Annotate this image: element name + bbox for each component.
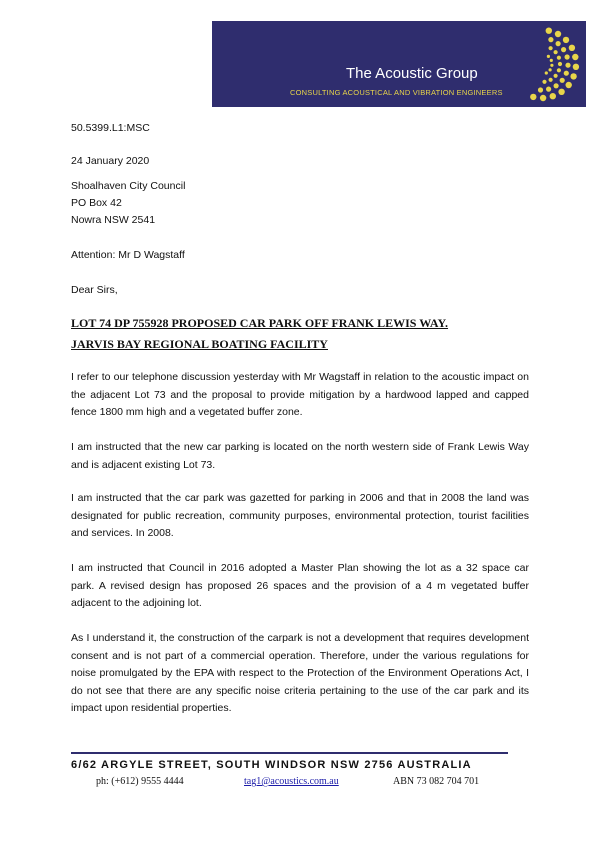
logo-dot [554, 83, 559, 88]
logo-dot [549, 68, 552, 71]
logo-dot [561, 47, 566, 52]
logo-dot [547, 55, 550, 58]
logo-dot [563, 37, 569, 43]
logo-dot [555, 31, 561, 37]
recipient-line-1: Shoalhaven City Council [71, 180, 186, 192]
body-paragraph-3: I am instructed that the car park was gazetted for parking in 2006 and that in 2008 the land was designated for public recreation, community purposes, environmental protection, tourist facilities and services. In 2008. [71, 492, 529, 539]
logo-dot [558, 89, 564, 95]
footer-address: 6/62 ARGYLE STREET, SOUTH WINDSOR NSW 2756 AUSTRALIA [71, 759, 472, 771]
body-paragraph-5: As I understand it, the construction of the carpark is not a development that requires development consent and is not part of a commercial operation. Therefore, under the various regulations for noise promulgated by the EPA with respect to the Protection of the Environment Operations Act, I do not see that there are any specific noise criteria pertaining to the use of the car park and its impact upon residential properties. [71, 632, 529, 714]
body-paragraph-2: I am instructed that the new car parking is located on the north western side of Frank Lewis Way and is adjacent existing Lot 73. [71, 441, 529, 471]
logo-dot [546, 87, 551, 92]
company-logo-icon [502, 24, 582, 106]
recipient-line-2: PO Box 42 [71, 197, 122, 209]
logo-dot [542, 80, 546, 84]
footer-email-link[interactable]: tag1@acoustics.com.au [244, 776, 339, 787]
subject-line-1: LOT 74 DP 755928 PROPOSED CAR PARK OFF FRANK LEWIS WAY. [71, 316, 449, 330]
logo-dot [565, 63, 570, 68]
logo-dot [564, 71, 569, 76]
logo-dot [538, 87, 543, 92]
subject-line-2: JARVIS BAY REGIONAL BOATING FACILITY [71, 337, 328, 351]
footer-phone: ph: (+612) 9555 4444 [96, 776, 184, 787]
logo-dot [540, 95, 546, 101]
logo-dot [545, 71, 548, 74]
company-tagline: CONSULTING ACOUSTICAL AND VIBRATION ENGINEERS [290, 88, 503, 97]
logo-dot [556, 41, 561, 46]
body-paragraph-1: I refer to our telephone discussion yesterday with Mr Wagstaff in relation to the acoustic impact on the adjacent Lot 73 and the proposal to provide mitigation by a hardwood lapped and capped fence 1800 mm high and a vegetated buffer zone. [71, 371, 529, 418]
logo-dot [550, 93, 556, 99]
logo-dot [558, 62, 562, 66]
body-paragraph-4: I am instructed that Council in 2016 adopted a Master Plan showing the lot as a 32 space car park. A revised design has proposed 26 spaces and the provision of a 4 m vegetated buffer adjacent to the adjoining lot. [71, 562, 529, 609]
logo-dot [570, 73, 576, 79]
logo-dot [569, 45, 575, 51]
reference-number: 50.5399.L1:MSC [71, 122, 150, 134]
logo-dot [572, 54, 578, 60]
logo-dot [554, 74, 558, 78]
letterhead-banner [212, 21, 586, 107]
logo-dot [573, 64, 579, 70]
logo-dot [560, 78, 565, 83]
salutation: Dear Sirs, [71, 284, 118, 296]
recipient-line-3: Nowra NSW 2541 [71, 214, 156, 226]
logo-dot [549, 46, 553, 50]
company-name: The Acoustic Group [346, 65, 478, 82]
footer-abn: ABN 73 082 704 701 [393, 776, 480, 787]
footer-divider [71, 752, 508, 754]
attention-line: Attention: Mr D Wagstaff [71, 249, 185, 261]
logo-dot [550, 59, 553, 62]
logo-dot [548, 37, 553, 42]
logo-dot [557, 68, 561, 72]
logo-dot [565, 54, 570, 59]
logo-dot [557, 56, 561, 60]
logo-dot [546, 28, 552, 34]
logo-dot [530, 94, 536, 100]
logo-dot [554, 50, 558, 54]
letter-date: 24 January 2020 [71, 155, 150, 167]
logo-dot [566, 82, 572, 88]
logo-dot [549, 78, 553, 82]
logo-dot [550, 64, 553, 67]
